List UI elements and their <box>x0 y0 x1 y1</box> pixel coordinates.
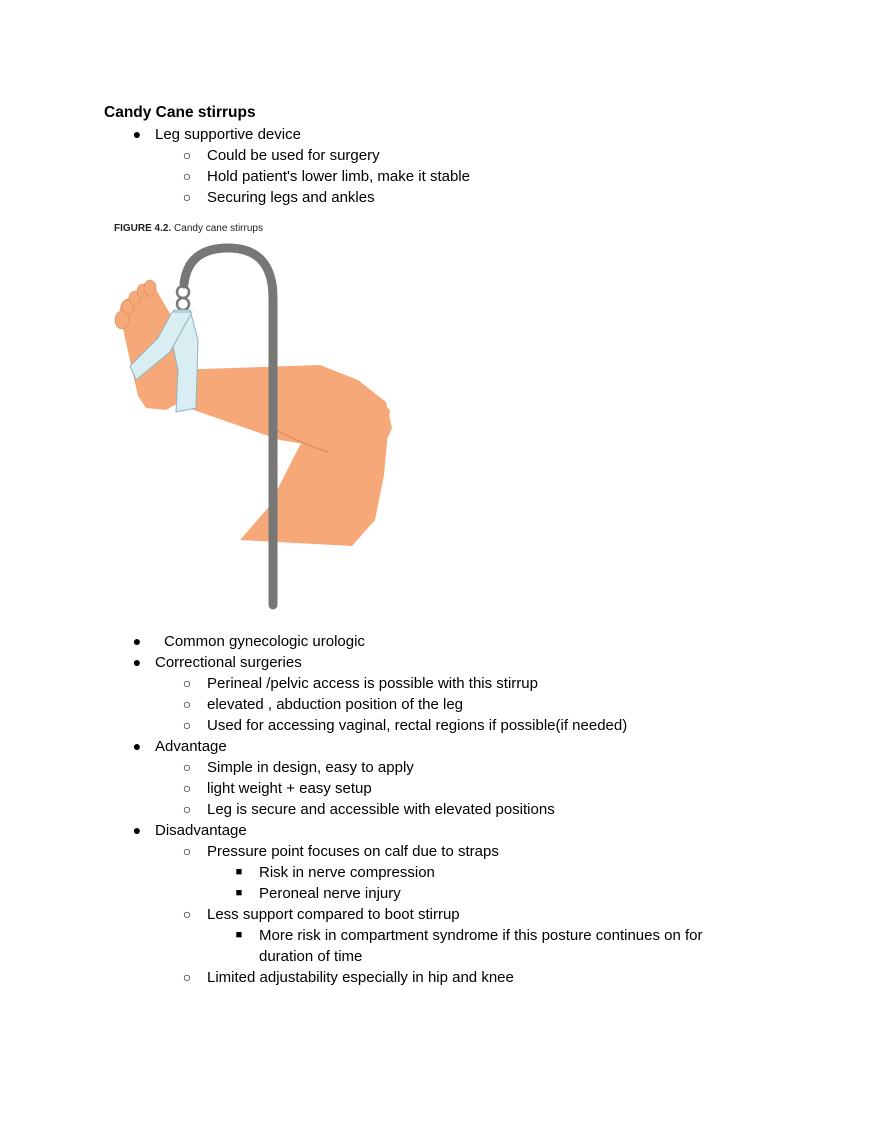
bullet-marker: ○ <box>182 780 192 796</box>
bullet-marker: ○ <box>182 675 192 691</box>
sub-bullet: ○ Simple in design, easy to apply <box>207 757 414 778</box>
sub-bullet: ○ elevated , abduction position of the leg <box>207 694 463 715</box>
toe-shape <box>144 280 156 296</box>
bullet-marker: ○ <box>182 801 192 817</box>
bullet-marker: ○ <box>182 189 192 205</box>
bullet-marker: ● <box>132 126 142 142</box>
bullet-advantage: ● Advantage <box>155 736 227 757</box>
bullet-marker: ○ <box>182 717 192 733</box>
bullet-marker: ■ <box>235 866 243 878</box>
sub-bullet: ○ Less support compared to boot stirrup <box>207 904 460 925</box>
page-title: Candy Cane stirrups <box>104 104 256 121</box>
bullet-marker: ● <box>132 822 142 838</box>
bullet-marker: ■ <box>235 929 243 941</box>
bullet-correctional-surgeries: ● Correctional surgeries <box>155 652 302 673</box>
sub-bullet: ○ light weight + easy setup <box>207 778 372 799</box>
sub-sub-bullet: ■ Peroneal nerve injury <box>259 883 401 904</box>
ring-icon <box>177 298 189 310</box>
sub-bullet: ○ Could be used for surgery <box>207 145 380 166</box>
bullet-marker: ○ <box>182 843 192 859</box>
sub-sub-bullet: ■ Risk in nerve compression <box>259 862 435 883</box>
bullet-marker: ○ <box>182 969 192 985</box>
bullet-marker: ○ <box>182 168 192 184</box>
bullet-marker: ○ <box>182 759 192 775</box>
sub-sub-bullet: ■ More risk in compartment syndrome if this posture continues on for <box>259 925 703 946</box>
figure-caption: FIGURE 4.2. Candy cane stirrups <box>114 223 263 234</box>
bullet-disadvantage: ● Disadvantage <box>155 820 247 841</box>
sub-bullet: ○ Limited adjustability especially in hip and knee <box>207 967 514 988</box>
bullet-marker: ■ <box>235 887 243 899</box>
sub-bullet: ○ Hold patient's lower limb, make it stable <box>207 166 470 187</box>
bullet-marker: ○ <box>182 147 192 163</box>
sub-bullet: ○ Securing legs and ankles <box>207 187 375 208</box>
bullet-marker: ● <box>132 738 142 754</box>
bullet-leg-supportive-device: ● Leg supportive device <box>155 124 301 145</box>
sub-bullet: ○ Used for accessing vaginal, rectal regions if possible(if needed) <box>207 715 627 736</box>
bullet-marker: ○ <box>182 906 192 922</box>
sub-bullet: ○ Pressure point focuses on calf due to straps <box>207 841 499 862</box>
sub-bullet: ○ Perineal /pelvic access is possible with this stirrup <box>207 673 538 694</box>
bullet-common-gynecologic: ● Common gynecologic urologic <box>155 631 365 652</box>
bullet-marker: ○ <box>182 696 192 712</box>
sub-bullet: ○ Leg is secure and accessible with elevated positions <box>207 799 555 820</box>
bullet-marker: ● <box>132 633 142 649</box>
figure-candy-cane-stirrups <box>110 220 430 620</box>
lower-leg-shape <box>172 365 392 468</box>
stirrup-illustration <box>110 220 430 620</box>
bullet-marker: ● <box>132 654 142 670</box>
sub-sub-bullet-continuation: duration of time <box>259 948 363 965</box>
